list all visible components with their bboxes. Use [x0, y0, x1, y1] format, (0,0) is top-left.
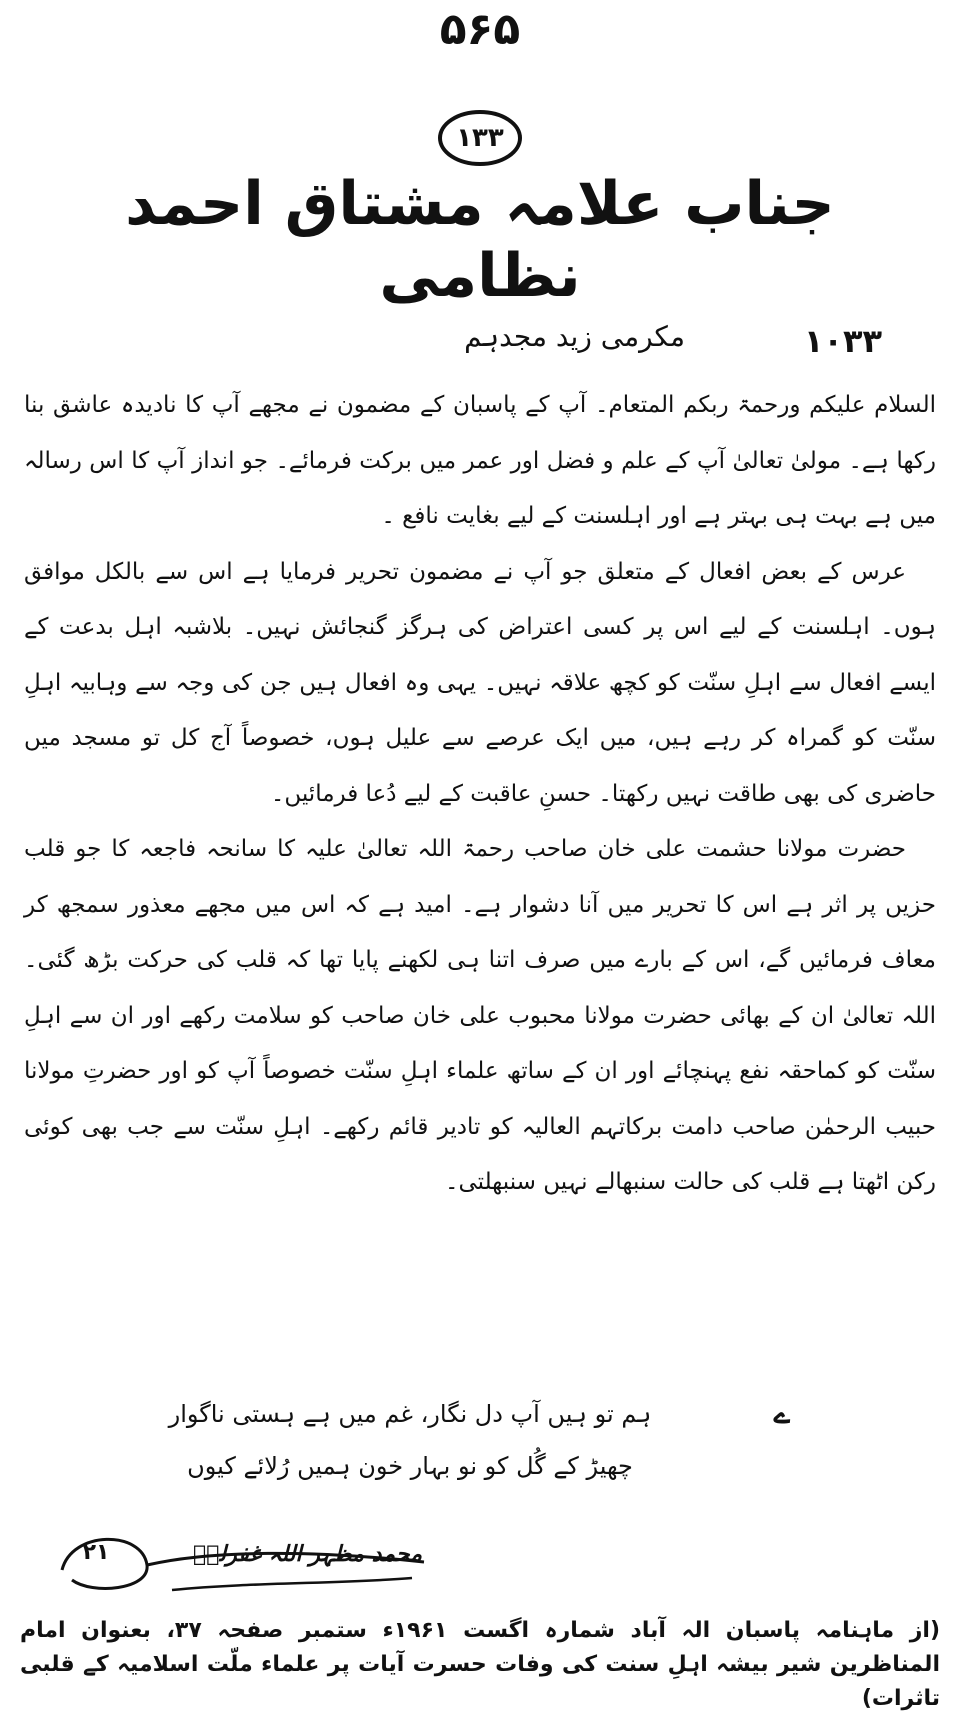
signature-block — [52, 1520, 432, 1610]
verse-mark: ے — [773, 1397, 790, 1430]
reference-number: ۱۰۳۳ — [803, 322, 882, 360]
letter-number-badge — [434, 108, 526, 168]
verse-line: ہم تو ہیں آپ دل نگار، غم میں ہے ہستی ناگوار — [168, 1400, 652, 1428]
salutation: مکرمی زید مجدہم — [464, 320, 685, 353]
letter-heading: جناب علامہ مشتاق احمد نظامی — [125, 169, 835, 311]
signature: محمد مظہر اللہ غفرلہٗ — [193, 1542, 422, 1567]
paragraph: عرس کے بعض افعال کے متعلق جو آپ نے مضمون تحریر فرمایا ہے اس سے بالکل موافق ہوں۔ اہلسنت کے لیے اس پر کسی اعتراض کی ہرگز گنجائش نہیں۔ بلاشبہ اہل بدعت کے ایسے افعال سے اہلِ سنّت کو کچھ علاقہ نہیں۔ یہی وہ افعال ہیں جن کی وجہ سے وہابیہ اہلِ سنّت کو گمراہ کر رہے ہیں، میں ایک عرصے سے علیل ہوں، خصوصاً آج کل تو مسجد میں حاضری کی بھی طاقت نہیں رکھتا۔ حسنِ عاقبت کے لیے دُعا فرمائیں۔ — [24, 558, 936, 807]
page-number: ۵۶۵ — [439, 4, 521, 55]
letter-number: ۱۳۳ — [456, 123, 504, 153]
paragraph: السلام علیکم ورحمۃ ربکم المتعام۔ آپ کے پاسبان کے مضمون نے مجھے آپ کا نادیدہ عاشق بنا رکھا ہے۔ مولیٰ تعالیٰ آپ کے علم و فضل اور عمر میں برکت فرمائے۔ جو انداز آپ کا اس رسالہ میں ہے بہت ہی بہتر ہے اور اہلسنت کے لیے بغایت نافع ۔ — [24, 392, 936, 529]
paragraph: حضرت مولانا حشمت علی خان صاحب رحمۃ اللہ تعالیٰ علیہ کا سانحہ فاجعہ کا جو قلب حزیں پر اثر ہے اس کا تحریر میں آنا دشوار ہے۔ امید ہے کہ اس میں مجھے معذور سمجھ کر معاف فرمائیں گے، اس کے بارے میں صرف اتنا ہی لکھنے پایا تھا کہ قلب کی حرکت بڑھ گئی۔ اللہ تعالیٰ ان کے بھائی حضرت مولانا محبوب علی خان صاحب کو سلامت رکھے اور ان سے اہلِ سنّت کو کماحقہ نفع پہنچائے اور ان کے ساتھ علماء اہلِ سنّت خصوصاً آپ کو اور حضرتِ مولانا حبیب الرحمٰن صاحب دامت برکاتہم العالیہ کو تادیر قائم رکھے۔ اہلِ سنّت سے جب بھی کوئی رکن اٹھتا ہے قلب کی حالت سنبھالے نہیں سنبھلتی۔ — [24, 836, 936, 1195]
letter-body — [24, 378, 936, 1211]
source-citation: (از ماہنامہ پاسبان الہ آباد شمارہ اگست ۱۹۶۱ء ستمبر صفحہ ۳۷، بعنوان امام المناظرین شیر بیشہ اہلِ سنت کی وفات حسرت آیات پر علماء ملّت اسلامیہ کے قلبی تاثرات) — [20, 1618, 940, 1711]
signature-number: ۲۱ — [82, 1540, 110, 1565]
verse-line: چھیڑ کے گُل کو نو بہار خون ہمیں رُلائے کیوں — [187, 1452, 633, 1480]
